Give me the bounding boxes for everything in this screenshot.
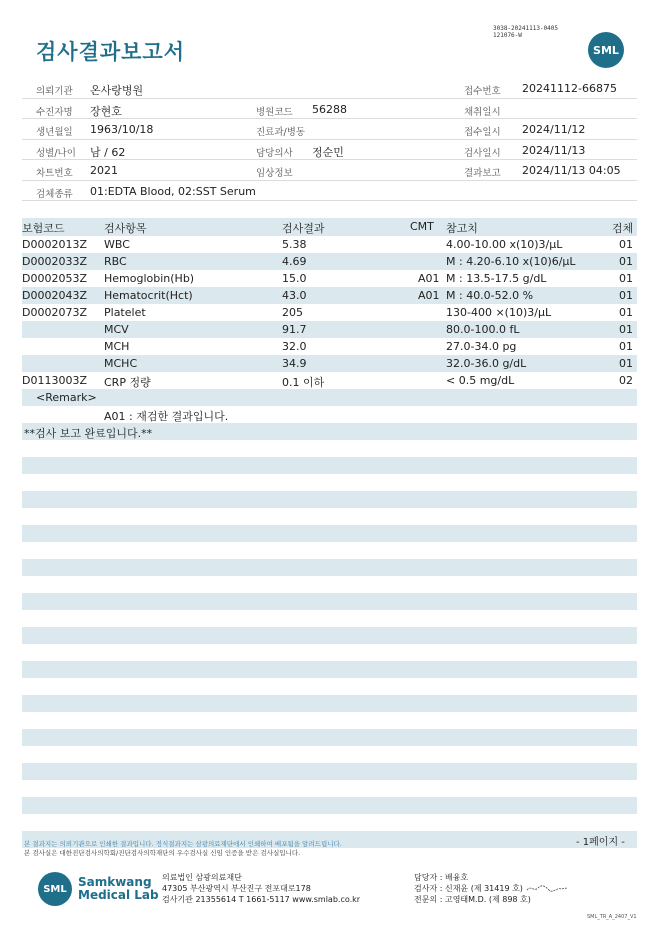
row-specimen: 01 (619, 272, 633, 285)
header-code: 보험코드 (22, 222, 65, 235)
staff-manager: 담당자 : 배융호 (414, 873, 469, 882)
collect-date-label: 채취일시 (464, 106, 501, 118)
row-code: D0113003Z (22, 374, 87, 387)
header-cmt: CMT (410, 220, 434, 233)
row-result: 4.69 (282, 255, 307, 268)
row-result: 34.9 (282, 357, 307, 370)
row-result: 5.38 (282, 238, 307, 251)
doctor-label: 담당의사 (256, 147, 293, 159)
row-name: Platelet (104, 306, 146, 319)
receipt-date-value: 2024/11/12 (522, 123, 586, 136)
report-date-value: 2024/11/13 04:05 (522, 164, 621, 177)
sex-age-value: 남 / 62 (90, 145, 126, 159)
info-row (22, 140, 637, 161)
footer-staff (414, 872, 569, 905)
specimen-value: 01:EDTA Blood, 02:SST Serum (90, 184, 256, 198)
row-ref: < 0.5 mg/dL (446, 374, 515, 387)
empty-stripe (22, 559, 637, 576)
receipt-no-value: 20241112-66875 (522, 82, 617, 95)
table-row (22, 236, 637, 253)
specimen-label: 검체종류 (36, 188, 73, 200)
row-ref: 27.0-34.0 pg (446, 340, 517, 353)
row-name: MCHC (104, 357, 138, 370)
row-name: Hematocrit(Hct) (104, 289, 193, 302)
info-row (22, 160, 637, 181)
signature-icon (525, 884, 569, 893)
empty-stripe (22, 661, 637, 678)
row-name: WBC (104, 238, 130, 251)
row-code: D0002033Z (22, 255, 87, 268)
note-certified: 본 검사실은 대한진단검사의학회/진단검사의학재단의 우수검사실 신임 인증을 받은 검사실입니다. (24, 849, 301, 857)
remark-row (22, 389, 637, 406)
org-name: 의료법인 삼광의료재단 (162, 873, 242, 882)
row-specimen: 01 (619, 238, 633, 251)
empty-stripe (22, 695, 637, 712)
empty-stripe (22, 627, 637, 644)
sml-logo-icon: SML (38, 872, 72, 906)
receipt-date-label: 접수일시 (464, 127, 501, 138)
note-print: 본 결과지는 의뢰기관으로 인쇄한 결과입니다. 정식결과지는 삼광의료재단에서 인쇄하여 배포됨을 알려드립니다. (24, 840, 342, 848)
empty-stripe (22, 457, 637, 474)
end-text: **검사 보고 완료입니다.** (24, 427, 153, 440)
remark-text-row (22, 406, 637, 423)
birth-value: 1963/10/18 (90, 123, 154, 136)
row-specimen: 01 (619, 289, 633, 302)
row-name: MCH (104, 340, 130, 353)
row-ref: M : 4.20-6.10 x(10)6/μL (446, 255, 576, 268)
test-date-label: 검사일시 (464, 147, 501, 159)
doctor-value: 정순민 (312, 145, 344, 159)
remark-label: <Remark> (36, 391, 97, 404)
remark-text: A01 : 재검한 결과입니다. (104, 410, 229, 423)
report-date-label: 결과보고 (464, 168, 501, 179)
row-ref: M : 40.0-52.0 % (446, 289, 534, 302)
footer-org-info (162, 872, 360, 905)
row-ref: 4.00-10.00 x(10)3/μL (446, 238, 563, 251)
table-row (22, 372, 637, 389)
hospital-code-label: 병원코드 (256, 106, 293, 118)
row-specimen: 01 (619, 323, 633, 336)
results-header (22, 218, 637, 236)
row-result: 205 (282, 306, 303, 319)
table-row (22, 270, 637, 287)
test-date-value: 2024/11/13 (522, 143, 586, 157)
chart-no-label: 차트번호 (36, 168, 73, 179)
org-contact: 검사기관 21355614 T 1661-5117 www.smlab.co.kr (162, 895, 361, 904)
header-ref: 참고치 (446, 222, 478, 235)
row-specimen: 01 (619, 255, 633, 268)
empty-stripe (22, 525, 637, 542)
empty-stripe (22, 729, 637, 746)
table-row (22, 321, 637, 338)
row-result: 43.0 (282, 289, 307, 302)
info-row (22, 119, 637, 140)
row-specimen: 01 (619, 340, 633, 353)
row-result: 91.7 (282, 323, 307, 336)
footer-logo (38, 872, 159, 906)
header-specimen: 검체 (612, 222, 634, 235)
row-name: RBC (104, 255, 127, 268)
staff-tester: 검사자 : 신재윤 (제 31419 호) (414, 883, 569, 894)
empty-stripe (22, 593, 637, 610)
row-ref: 130-400 ×(10)3/μL (446, 306, 552, 319)
staff-specialist: 전문의 : 고영태M.D. (제 898 호) (414, 895, 531, 904)
empty-stripe (22, 763, 637, 780)
header-result: 검사결과 (282, 222, 325, 235)
header-name: 검사항목 (104, 222, 147, 235)
row-name: CRP 정량 (104, 376, 151, 389)
row-code: D0002013Z (22, 238, 87, 251)
patient-label: 수진자명 (36, 106, 73, 118)
footer-notes (24, 840, 342, 858)
info-row (22, 99, 637, 120)
dept-label: 진료과/병동 (256, 127, 306, 138)
patient-info (22, 78, 637, 201)
row-result: 32.0 (282, 340, 307, 353)
org-address: 47305 부산광역시 부산진구 전포대로178 (162, 884, 311, 893)
row-specimen: 01 (619, 357, 633, 370)
row-ref: M : 13.5-17.5 g/dL (446, 272, 547, 285)
row-cmt: A01 (418, 272, 440, 285)
info-row (22, 78, 637, 99)
row-result: 15.0 (282, 272, 307, 285)
hospital-value: 온사랑병원 (90, 84, 144, 97)
hospital-code-value: 56288 (312, 102, 347, 116)
empty-stripe (22, 797, 637, 814)
patient-value: 장현호 (90, 104, 122, 118)
row-code: D0002053Z (22, 272, 87, 285)
row-result: 0.1 이하 (282, 376, 325, 389)
page-number: - 1페이지 - (576, 837, 625, 848)
hospital-label: 의뢰기관 (36, 86, 73, 97)
table-row (22, 287, 637, 304)
row-specimen: 02 (619, 374, 633, 387)
report-title: 검사결과보고서 (36, 40, 186, 64)
row-ref: 80.0-100.0 fL (446, 323, 520, 336)
empty-stripe (22, 491, 637, 508)
row-code: D0002043Z (22, 289, 87, 302)
receipt-no-label: 접수번호 (464, 86, 501, 97)
brand-name: Samkwang Medical Lab (78, 875, 159, 902)
row-ref: 32.0-36.0 g/dL (446, 357, 527, 370)
row-specimen: 01 (619, 306, 633, 319)
info-row (22, 181, 637, 202)
table-row (22, 338, 637, 355)
chart-no-value: 2021 (90, 164, 118, 177)
clinical-label: 임상정보 (256, 168, 293, 179)
table-row (22, 304, 637, 321)
table-row (22, 355, 637, 372)
sex-age-label: 성별/나이 (36, 147, 76, 159)
row-cmt: A01 (418, 289, 440, 302)
form-code: SML_TR_A_2407_V1 (587, 914, 637, 920)
sml-logo: SML (588, 32, 624, 68)
table-row (22, 253, 637, 270)
birth-label: 생년월일 (36, 127, 73, 138)
row-name: Hemoglobin(Hb) (104, 272, 195, 285)
end-row (22, 423, 637, 440)
results-table (22, 236, 637, 389)
row-name: MCV (104, 323, 129, 336)
document-id: 3038-20241113-0405 121076-W (493, 25, 559, 39)
row-code: D0002073Z (22, 306, 87, 319)
